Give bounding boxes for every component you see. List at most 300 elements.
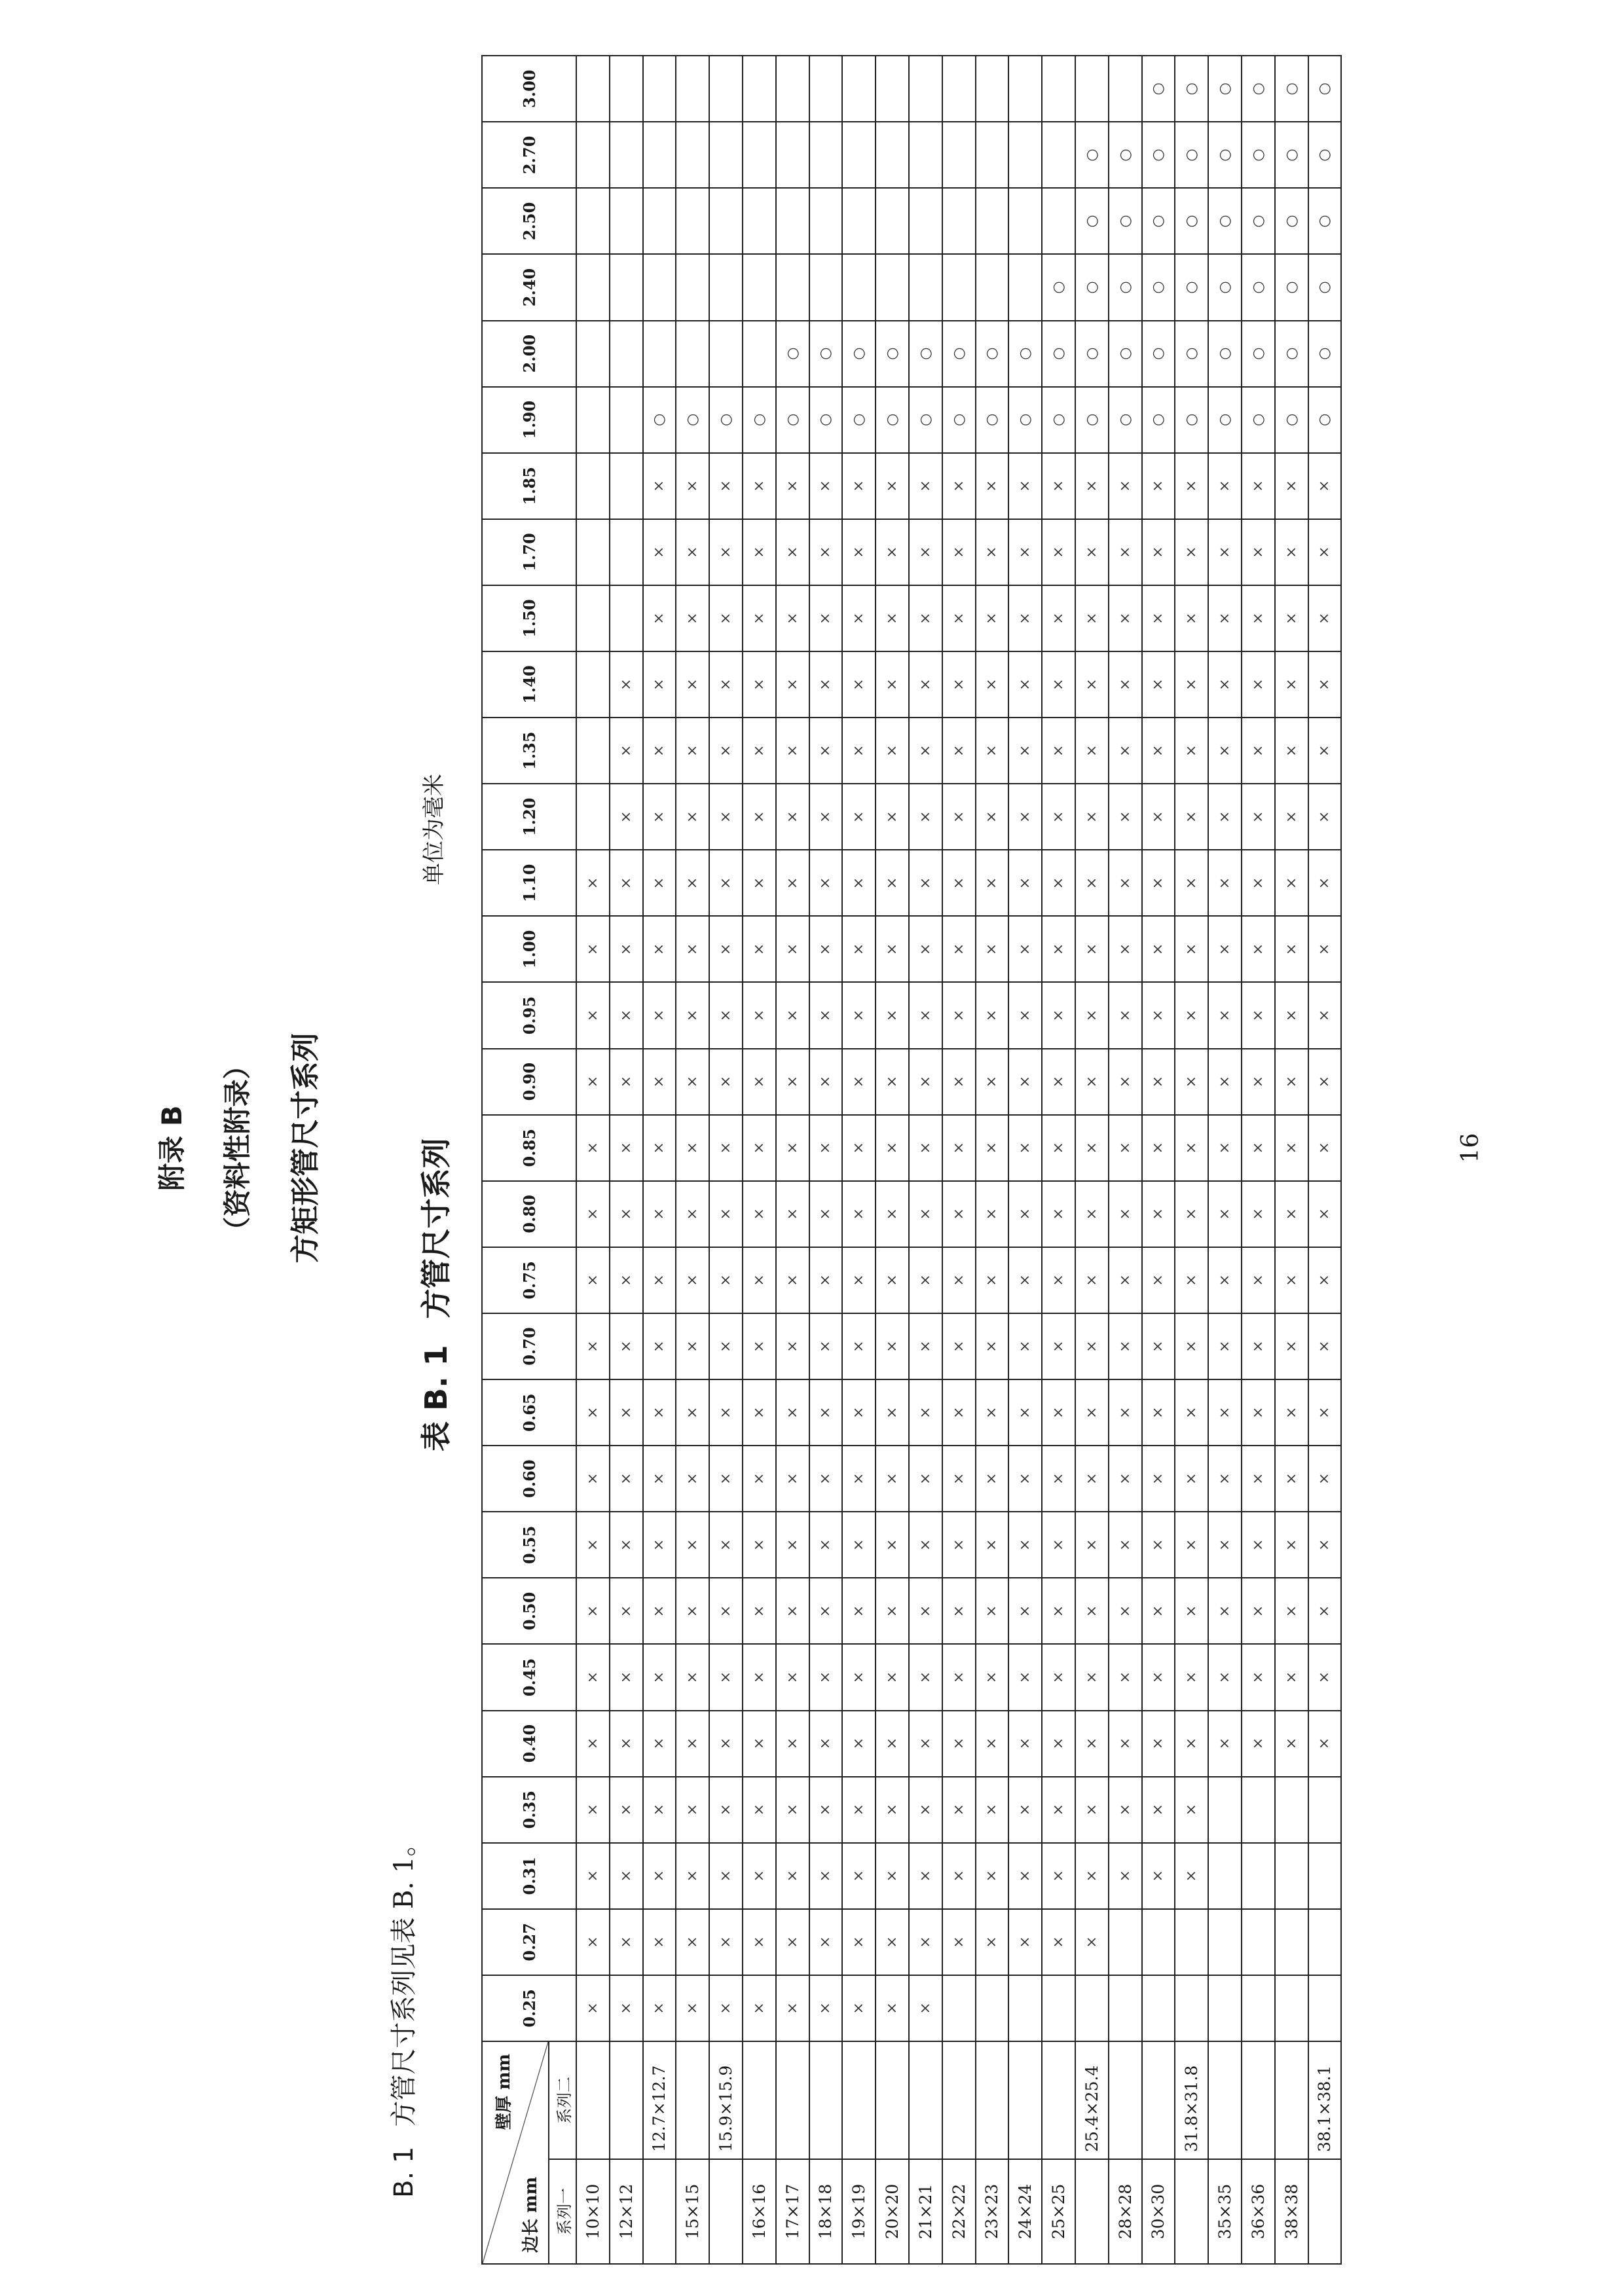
empty-cell [976, 56, 1009, 122]
table-row [610, 56, 643, 2264]
empty-cell [576, 651, 610, 718]
series2-size [1109, 2041, 1142, 2159]
x-mark: × [809, 1975, 843, 2041]
o-mark: ○ [1175, 188, 1208, 254]
empty-cell [842, 188, 876, 254]
o-mark: ○ [1275, 254, 1308, 320]
empty-cell [1208, 1975, 1242, 2041]
x-mark: × [709, 1909, 743, 1975]
x-mark: × [643, 1313, 676, 1379]
empty-cell [776, 254, 809, 320]
x-mark: × [1142, 1711, 1175, 1777]
empty-cell [1142, 1975, 1175, 2041]
x-mark: × [610, 1313, 643, 1379]
x-mark: × [676, 1247, 709, 1313]
table-row [1208, 56, 1242, 2264]
x-mark: × [1109, 718, 1142, 784]
empty-cell [809, 56, 843, 122]
table-caption [413, 1138, 456, 1451]
empty-cell [909, 56, 942, 122]
x-mark: × [1075, 1777, 1109, 1843]
x-mark: × [942, 1711, 976, 1777]
x-mark: × [1075, 718, 1109, 784]
x-mark: × [809, 718, 843, 784]
x-mark: × [876, 1313, 909, 1379]
x-mark: × [1275, 1379, 1308, 1446]
x-mark: × [1042, 1777, 1075, 1843]
x-mark: × [1109, 1578, 1142, 1644]
x-mark: × [643, 1843, 676, 1909]
appendix-label: 附录 B [156, 1105, 188, 1191]
x-mark: × [743, 585, 776, 651]
empty-cell [776, 188, 809, 254]
x-mark: × [1242, 1049, 1275, 1115]
x-mark: × [1042, 453, 1075, 519]
table-row [1008, 56, 1042, 2264]
empty-cell [1208, 1909, 1242, 1975]
x-mark: × [676, 453, 709, 519]
x-mark: × [576, 1446, 610, 1512]
x-mark: × [842, 1975, 876, 2041]
o-mark: ○ [1242, 321, 1275, 387]
x-mark: × [809, 983, 843, 1049]
empty-cell [1042, 122, 1075, 188]
table-row [576, 56, 610, 2264]
empty-cell [743, 56, 776, 122]
table-row [1242, 56, 1275, 2264]
x-mark: × [643, 1446, 676, 1512]
empty-cell [576, 519, 610, 585]
x-mark: × [1008, 1247, 1042, 1313]
x-mark: × [1075, 1446, 1109, 1512]
x-mark: × [976, 1313, 1009, 1379]
thickness-header: 0.95 [482, 983, 576, 1049]
empty-cell [942, 1975, 976, 2041]
x-mark: × [643, 1512, 676, 1578]
x-mark: × [1008, 983, 1042, 1049]
x-mark: × [1208, 850, 1242, 916]
x-mark: × [909, 519, 942, 585]
x-mark: × [842, 1313, 876, 1379]
series2-size [909, 2041, 942, 2159]
empty-cell [942, 122, 976, 188]
x-mark: × [876, 784, 909, 850]
x-mark: × [809, 1512, 843, 1578]
x-mark: × [1075, 1247, 1109, 1313]
x-mark: × [1208, 1313, 1242, 1379]
x-mark: × [1008, 1313, 1042, 1379]
empty-cell [776, 56, 809, 122]
thickness-header: 0.25 [482, 1975, 576, 2041]
empty-cell [809, 188, 843, 254]
x-mark: × [876, 1379, 909, 1446]
x-mark: × [942, 1446, 976, 1512]
o-mark: ○ [1308, 122, 1342, 188]
x-mark: × [1175, 1512, 1208, 1578]
x-mark: × [610, 1181, 643, 1247]
o-mark: ○ [1109, 122, 1142, 188]
empty-cell [942, 188, 976, 254]
x-mark: × [709, 1115, 743, 1181]
x-mark: × [976, 1446, 1009, 1512]
x-mark: × [1008, 585, 1042, 651]
o-mark: ○ [743, 387, 776, 453]
x-mark: × [876, 651, 909, 718]
x-mark: × [942, 519, 976, 585]
x-mark: × [676, 983, 709, 1049]
x-mark: × [909, 983, 942, 1049]
x-mark: × [1008, 651, 1042, 718]
x-mark: × [1008, 850, 1042, 916]
x-mark: × [743, 850, 776, 916]
x-mark: × [1242, 1115, 1275, 1181]
series1-size: 17×17 [776, 2159, 809, 2264]
x-mark: × [610, 1843, 643, 1909]
x-mark: × [1308, 1644, 1342, 1710]
x-mark: × [842, 1843, 876, 1909]
x-mark: × [1142, 1843, 1175, 1909]
o-mark: ○ [842, 321, 876, 387]
x-mark: × [643, 519, 676, 585]
o-mark: ○ [809, 387, 843, 453]
x-mark: × [942, 1909, 976, 1975]
x-mark: × [1242, 519, 1275, 585]
empty-cell [576, 784, 610, 850]
empty-cell [743, 188, 776, 254]
x-mark: × [1109, 1379, 1142, 1446]
x-mark: × [1208, 1181, 1242, 1247]
x-mark: × [1008, 453, 1042, 519]
o-mark: ○ [1275, 387, 1308, 453]
x-mark: × [1109, 784, 1142, 850]
x-mark: × [1208, 1711, 1242, 1777]
thickness-header: 1.35 [482, 718, 576, 784]
series1-size: 19×19 [842, 2159, 876, 2264]
x-mark: × [1308, 1115, 1342, 1181]
series1-size: 30×30 [1142, 2159, 1175, 2264]
x-mark: × [709, 651, 743, 718]
x-mark: × [610, 784, 643, 850]
series2-label: 系列二 [549, 2041, 576, 2159]
table-row [909, 56, 942, 2264]
x-mark: × [576, 1843, 610, 1909]
x-mark: × [643, 850, 676, 916]
x-mark: × [676, 1379, 709, 1446]
x-mark: × [909, 1115, 942, 1181]
appendix-title: 方矩形管尺寸系列 [289, 1032, 322, 1264]
x-mark: × [643, 1578, 676, 1644]
x-mark: × [1175, 784, 1208, 850]
x-mark: × [976, 1247, 1009, 1313]
x-mark: × [876, 1777, 909, 1843]
x-mark: × [976, 651, 1009, 718]
x-mark: × [809, 1777, 843, 1843]
empty-cell [676, 321, 709, 387]
empty-cell [1109, 1909, 1142, 1975]
table-row [643, 56, 676, 2264]
series1-size [1175, 2159, 1208, 2264]
x-mark: × [842, 519, 876, 585]
empty-cell [643, 56, 676, 122]
x-mark: × [809, 784, 843, 850]
series1-size [643, 2159, 676, 2264]
x-mark: × [743, 916, 776, 982]
table-row [942, 56, 976, 2264]
x-mark: × [643, 1181, 676, 1247]
x-mark: × [942, 1578, 976, 1644]
x-mark: × [1042, 1644, 1075, 1710]
x-mark: × [576, 1512, 610, 1578]
x-mark: × [1109, 1711, 1142, 1777]
thickness-header: 2.50 [482, 188, 576, 254]
series2-size [1208, 2041, 1242, 2159]
x-mark: × [776, 1975, 809, 2041]
empty-cell [876, 122, 909, 188]
x-mark: × [1142, 1049, 1175, 1115]
x-mark: × [909, 1777, 942, 1843]
series1-size: 20×20 [876, 2159, 909, 2264]
empty-cell [643, 122, 676, 188]
table-row [743, 56, 776, 2264]
x-mark: × [809, 453, 843, 519]
x-mark: × [976, 784, 1009, 850]
header-row [482, 56, 549, 2264]
empty-cell [1042, 188, 1075, 254]
table-unit: 单位为毫米 [421, 774, 447, 885]
x-mark: × [776, 1843, 809, 1909]
empty-cell [1175, 1975, 1208, 2041]
thickness-header: 0.27 [482, 1909, 576, 1975]
empty-cell [676, 254, 709, 320]
x-mark: × [876, 1975, 909, 2041]
empty-cell [576, 254, 610, 320]
x-mark: × [743, 1777, 776, 1843]
corner-header-cell [482, 2041, 549, 2264]
x-mark: × [909, 453, 942, 519]
x-mark: × [576, 1975, 610, 2041]
x-mark: × [942, 1049, 976, 1115]
x-mark: × [842, 1181, 876, 1247]
x-mark: × [909, 1975, 942, 2041]
x-mark: × [1175, 651, 1208, 718]
x-mark: × [1308, 1578, 1342, 1644]
x-mark: × [876, 1512, 909, 1578]
x-mark: × [1208, 1644, 1242, 1710]
o-mark: ○ [1109, 188, 1142, 254]
x-mark: × [610, 1247, 643, 1313]
x-mark: × [743, 1446, 776, 1512]
x-mark: × [776, 1578, 809, 1644]
x-mark: × [1208, 1247, 1242, 1313]
empty-cell [1075, 1975, 1109, 2041]
x-mark: × [1175, 1049, 1208, 1115]
x-mark: × [809, 1313, 843, 1379]
x-mark: × [1109, 1446, 1142, 1512]
x-mark: × [1208, 453, 1242, 519]
x-mark: × [1275, 1578, 1308, 1644]
x-mark: × [776, 784, 809, 850]
x-mark: × [976, 1115, 1009, 1181]
o-mark: ○ [976, 387, 1009, 453]
x-mark: × [709, 1711, 743, 1777]
x-mark: × [909, 1313, 942, 1379]
x-mark: × [809, 1379, 843, 1446]
x-mark: × [709, 1247, 743, 1313]
o-mark: ○ [1275, 56, 1308, 122]
x-mark: × [1042, 916, 1075, 982]
o-mark: ○ [1142, 122, 1175, 188]
x-mark: × [676, 784, 709, 850]
empty-cell [1109, 1975, 1142, 2041]
series1-size: 15×15 [676, 2159, 709, 2264]
x-mark: × [1042, 1446, 1075, 1512]
x-mark: × [610, 850, 643, 916]
o-mark: ○ [1142, 321, 1175, 387]
x-mark: × [676, 1115, 709, 1181]
table-row [809, 56, 843, 2264]
x-mark: × [743, 1975, 776, 2041]
x-mark: × [743, 1711, 776, 1777]
series2-size [1242, 2041, 1275, 2159]
thickness-header: 0.90 [482, 1049, 576, 1115]
x-mark: × [876, 1115, 909, 1181]
x-mark: × [1208, 1446, 1242, 1512]
x-mark: × [610, 1512, 643, 1578]
x-mark: × [1075, 585, 1109, 651]
x-mark: × [876, 718, 909, 784]
x-mark: × [643, 1049, 676, 1115]
x-mark: × [1042, 1909, 1075, 1975]
x-mark: × [842, 1711, 876, 1777]
x-mark: × [942, 1313, 976, 1379]
x-mark: × [643, 1975, 676, 2041]
x-mark: × [1142, 850, 1175, 916]
x-mark: × [576, 916, 610, 982]
x-mark: × [876, 1446, 909, 1512]
empty-cell [876, 188, 909, 254]
series1-size: 24×24 [1008, 2159, 1042, 2264]
o-mark: ○ [1208, 387, 1242, 453]
x-mark: × [709, 1313, 743, 1379]
series1-size: 38×38 [1275, 2159, 1308, 2264]
empty-cell [743, 254, 776, 320]
series1-size: 35×35 [1208, 2159, 1242, 2264]
x-mark: × [709, 850, 743, 916]
x-mark: × [1175, 1115, 1208, 1181]
corner-thickness-label: 壁厚 mm [494, 2054, 514, 2130]
table-row [1042, 56, 1075, 2264]
x-mark: × [1075, 453, 1109, 519]
o-mark: ○ [909, 321, 942, 387]
x-mark: × [842, 1512, 876, 1578]
x-mark: × [776, 1115, 809, 1181]
x-mark: × [1208, 1115, 1242, 1181]
x-mark: × [1242, 718, 1275, 784]
x-mark: × [610, 1644, 643, 1710]
x-mark: × [909, 1578, 942, 1644]
x-mark: × [1109, 916, 1142, 982]
x-mark: × [676, 1909, 709, 1975]
empty-cell [643, 188, 676, 254]
x-mark: × [1008, 718, 1042, 784]
x-mark: × [643, 585, 676, 651]
x-mark: × [942, 1379, 976, 1446]
x-mark: × [743, 983, 776, 1049]
series1-size: 18×18 [809, 2159, 843, 2264]
x-mark: × [809, 1181, 843, 1247]
empty-cell [1275, 1975, 1308, 2041]
x-mark: × [1242, 1512, 1275, 1578]
empty-cell [1208, 1777, 1242, 1843]
x-mark: × [709, 1975, 743, 2041]
x-mark: × [876, 519, 909, 585]
o-mark: ○ [1042, 387, 1075, 453]
x-mark: × [1308, 1313, 1342, 1379]
x-mark: × [909, 1247, 942, 1313]
empty-cell [809, 122, 843, 188]
x-mark: × [842, 1247, 876, 1313]
o-mark: ○ [1142, 387, 1175, 453]
x-mark: × [909, 916, 942, 982]
table-row [1075, 56, 1109, 2264]
x-mark: × [1242, 983, 1275, 1049]
o-mark: ○ [1208, 122, 1242, 188]
x-mark: × [1042, 1115, 1075, 1181]
x-mark: × [1208, 585, 1242, 651]
x-mark: × [1208, 1512, 1242, 1578]
x-mark: × [676, 916, 709, 982]
x-mark: × [1142, 519, 1175, 585]
clause [383, 1831, 420, 2198]
x-mark: × [1308, 651, 1342, 718]
x-mark: × [1275, 718, 1308, 784]
x-mark: × [643, 1909, 676, 1975]
x-mark: × [1109, 651, 1142, 718]
x-mark: × [1175, 1181, 1208, 1247]
x-mark: × [1175, 1843, 1208, 1909]
thickness-header: 1.40 [482, 651, 576, 718]
x-mark: × [709, 784, 743, 850]
x-mark: × [709, 1512, 743, 1578]
x-mark: × [842, 916, 876, 982]
x-mark: × [1208, 983, 1242, 1049]
x-mark: × [909, 1446, 942, 1512]
empty-cell [976, 1975, 1009, 2041]
x-mark: × [643, 784, 676, 850]
x-mark: × [1175, 1247, 1208, 1313]
table-row [776, 56, 809, 2264]
x-mark: × [1308, 784, 1342, 850]
o-mark: ○ [1075, 321, 1109, 387]
x-mark: × [743, 1247, 776, 1313]
x-mark: × [576, 1644, 610, 1710]
x-mark: × [743, 1115, 776, 1181]
x-mark: × [709, 585, 743, 651]
thickness-header: 1.90 [482, 387, 576, 453]
x-mark: × [809, 585, 843, 651]
appendix-type: （资料性附录） [221, 1051, 253, 1245]
table-row [1109, 56, 1142, 2264]
o-mark: ○ [1008, 321, 1042, 387]
empty-cell [576, 188, 610, 254]
x-mark: × [1208, 519, 1242, 585]
x-mark: × [1042, 1578, 1075, 1644]
empty-cell [1042, 1975, 1075, 2041]
x-mark: × [709, 718, 743, 784]
empty-cell [1075, 56, 1109, 122]
x-mark: × [610, 1909, 643, 1975]
x-mark: × [1142, 718, 1175, 784]
